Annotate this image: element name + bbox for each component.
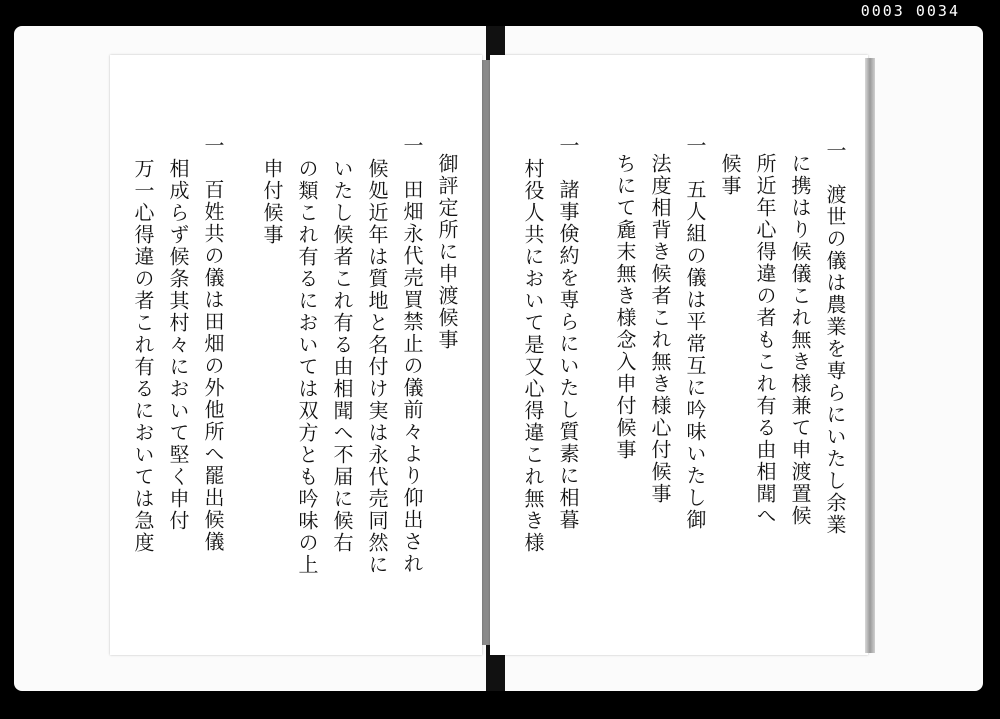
manuscript-column: 万一心得違の者これ有るにおいては急度 <box>131 158 155 554</box>
page-block-edge <box>865 58 875 653</box>
manuscript-column: いたし候者これ有る由相聞へ不届に候右 <box>330 158 354 554</box>
spine-edge <box>481 60 490 645</box>
manuscript-column: 一 諸事倹約を専らにいたし質素に相暮 <box>556 135 580 531</box>
manuscript-column: 一 田畑永代売買禁止の儀前々より仰出され <box>400 135 424 575</box>
manuscript-column: 一 百姓共の儀は田畑の外他所へ罷出候儀 <box>201 135 225 553</box>
manuscript-column: 申付候事 <box>260 158 284 246</box>
right-page <box>490 55 868 655</box>
manuscript-column: に携はり候儀これ無き様兼て申渡置候 <box>788 153 812 527</box>
manuscript-column: 御評定所に申渡候事 <box>435 153 459 351</box>
frame-counter: 0003 0034 <box>860 2 960 20</box>
manuscript-column: 相成らず候条其村々において堅く申付 <box>166 158 190 532</box>
manuscript-column: 法度相背き候者これ無き様心付候事 <box>648 153 672 505</box>
manuscript-column: 所近年心得違の者もこれ有る由相聞へ <box>753 153 777 527</box>
manuscript-column: 候事 <box>718 153 742 197</box>
manuscript-column: ちにて麁末無き様念入申付候事 <box>613 153 637 461</box>
left-page <box>110 55 482 655</box>
manuscript-column: 一 渡世の儀は農業を専らにいたし余業 <box>823 140 847 536</box>
manuscript-column: 候処近年は質地と名付け実は永代売同然に <box>365 158 389 576</box>
manuscript-column: 一 五人組の儀は平常互に吟味いたし御 <box>683 135 707 531</box>
manuscript-column: の類これ有るにおいては双方とも吟味の上 <box>295 158 319 576</box>
manuscript-column: 村役人共において是又心得違これ無き様 <box>521 158 545 554</box>
